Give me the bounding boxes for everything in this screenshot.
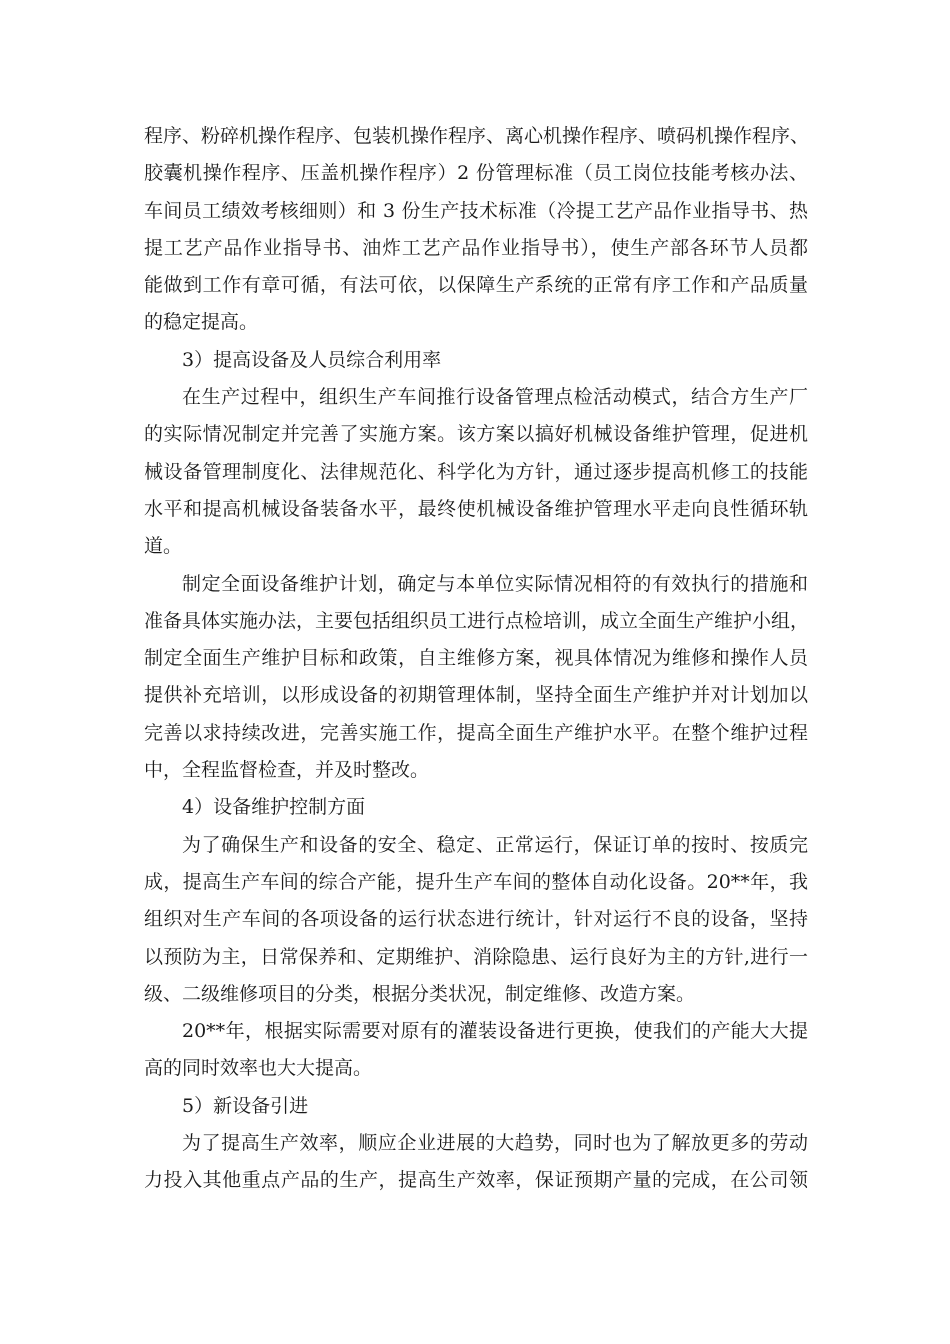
text-line: 的稳定提高。: [144, 311, 259, 334]
text-line: 为了确保生产和设备的安全、稳定、正常运行，保证订单的按时、按质完: [182, 833, 808, 856]
text-line: 能做到工作有章可循，有法可依，以保障生产系统的正常有序工作和产品质量: [144, 274, 808, 297]
text-line: 提供补充培训，以形成设备的初期管理体制，坚持全面生产维护并对计划加以: [144, 684, 808, 707]
text-line: 3）提高设备及人员综合利用率: [182, 348, 442, 371]
text-line: 高的同时效率也大大提高。: [144, 1057, 373, 1080]
text-line: 成，提高生产车间的综合产能，提升生产车间的整体自动化设备。20**年，我: [144, 870, 808, 893]
text-line: 制定全面生产维护目标和政策，自主维修方案，视具体情况为维修和操作人员: [144, 647, 808, 670]
text-line: 道。: [144, 535, 183, 558]
text-line: 制定全面设备维护计划，确定与本单位实际情况相符的有效执行的措施和: [182, 572, 808, 595]
text-line: 以预防为主，日常保养和、定期维护、消除隐患、运行良好为主的方针,进行一: [144, 945, 808, 968]
body-text: [144, 118, 808, 1200]
text-line: 准备具体实施办法，主要包括组织员工进行点检培训，成立全面生产维护小组，: [144, 609, 810, 632]
text-line: 胶囊机操作程序、压盖机操作程序）2 份管理标准（员工岗位技能考核办法、: [144, 162, 808, 185]
text-line: 力投入其他重点产品的生产，提高生产效率，保证预期产量的完成，在公司领: [144, 1169, 808, 1192]
text-line: 为了提高生产效率，顺应企业进展的大趋势，同时也为了解放更多的劳动: [182, 1132, 808, 1155]
text-line: 完善以求持续改进，完善实施工作，提高全面生产维护水平。在整个维护过程: [144, 721, 808, 744]
text-line: 20**年，根据实际需要对原有的灌装设备进行更换，使我们的产能大大提: [182, 1020, 808, 1043]
text-line: 组织对生产车间的各项设备的运行状态进行统计，针对运行不良的设备，坚持: [144, 908, 808, 931]
text-line: 的实际情况制定并完善了实施方案。该方案以搞好机械设备维护管理，促进机: [144, 423, 808, 446]
text-line: 4）设备维护控制方面: [182, 796, 366, 819]
text-line: 程序、粉碎机操作程序、包装机操作程序、离心机操作程序、喷码机操作程序、: [144, 125, 810, 147]
text-line: 提工艺产品作业指导书、油炸工艺产品作业指导书），使生产部各环节人员都: [144, 236, 808, 259]
text-line: 中，全程监督检查，并及时整改。: [144, 759, 430, 782]
text-line: 级、二级维修项目的分类，根据分类状况，制定维修、改造方案。: [144, 982, 696, 1005]
text-line: 5）新设备引进: [182, 1094, 309, 1117]
text-line: 车间员工绩效考核细则）和 3 份生产技术标准（冷提工艺产品作业指导书、热: [144, 199, 808, 222]
text-line: 械设备管理制度化、法律规范化、科学化为方针，通过逐步提高机修工的技能: [144, 460, 808, 483]
text-line: 水平和提高机械设备装备水平，最终使机械设备维护管理水平走向良性循环轨: [144, 497, 808, 520]
text-line: 在生产过程中，组织生产车间推行设备管理点检活动模式，结合方生产厂: [182, 386, 808, 409]
